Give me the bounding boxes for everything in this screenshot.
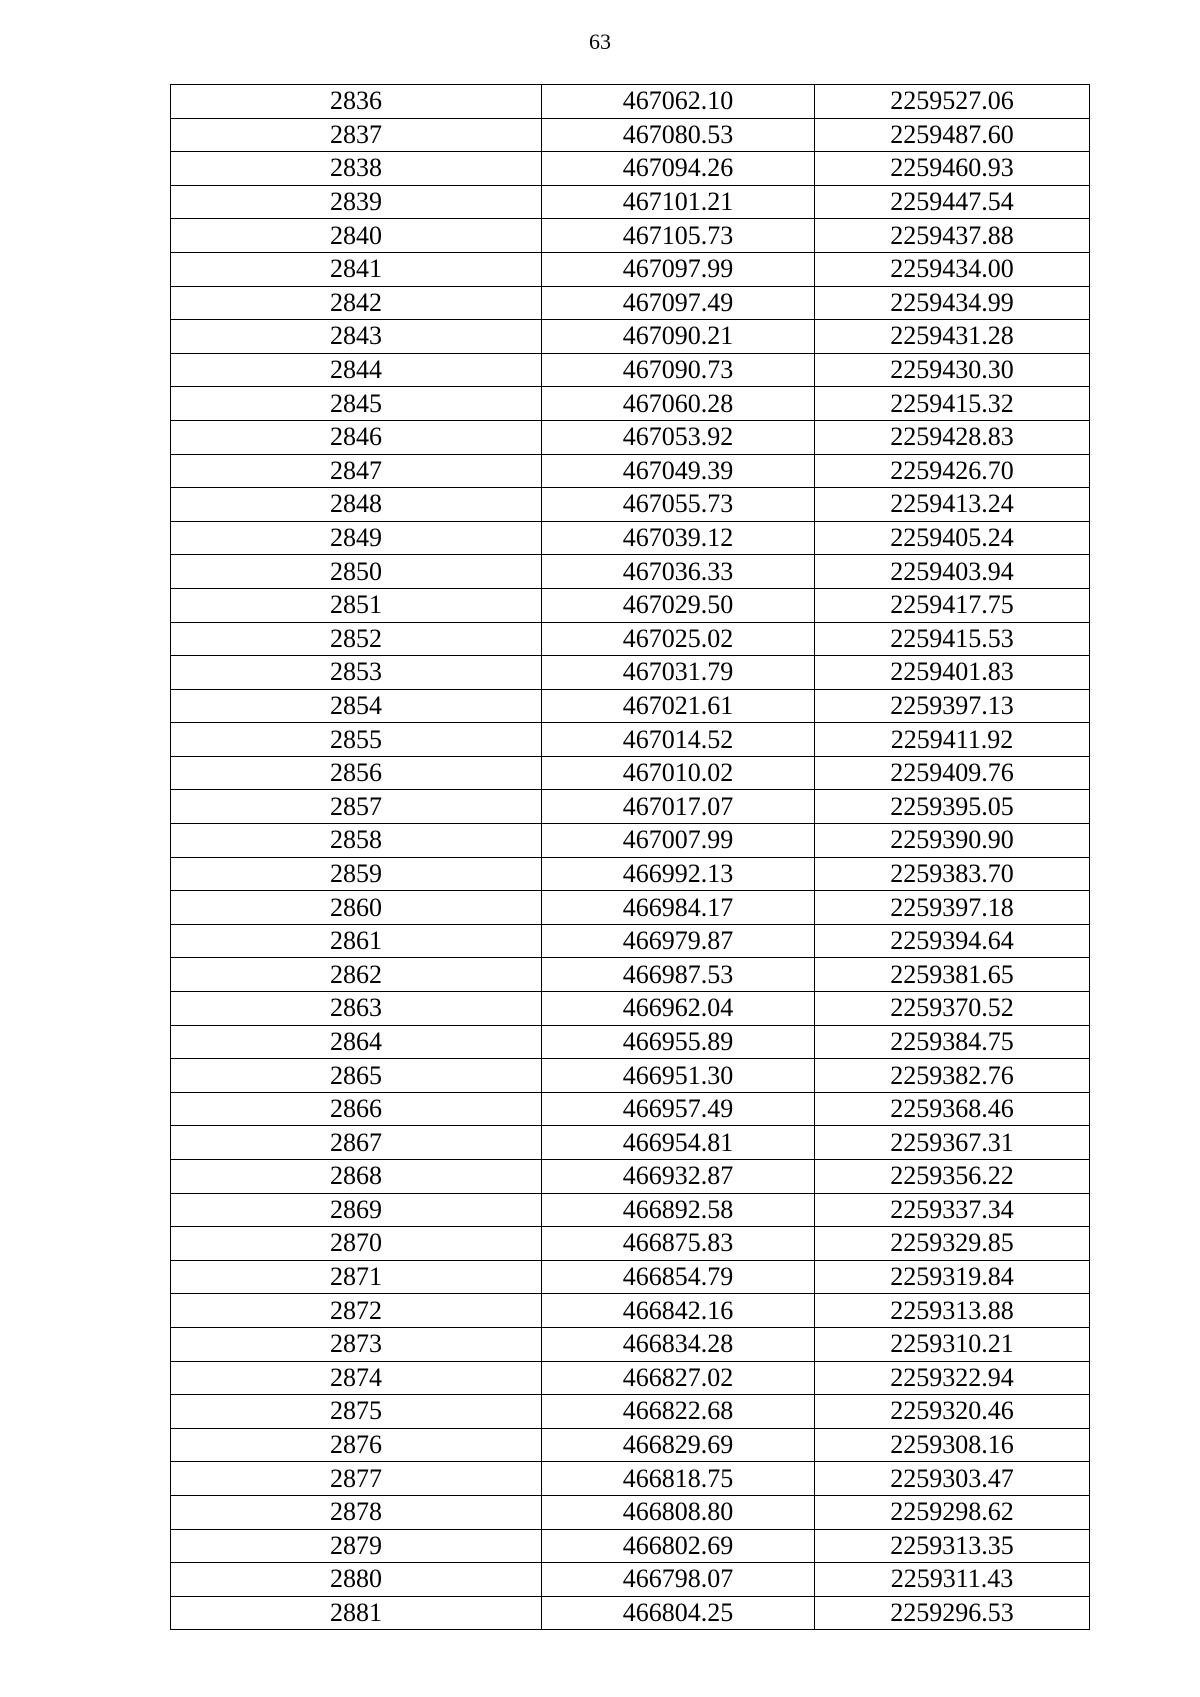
point-number-cell: 2843 [171, 320, 542, 354]
x-coordinate-cell: 467062.10 [542, 85, 815, 119]
table-row [171, 252, 1090, 286]
x-coordinate-cell: 466842.16 [542, 1294, 815, 1328]
y-coordinate-cell: 2259437.88 [815, 219, 1090, 253]
point-number-cell: 2860 [171, 891, 542, 925]
point-number-cell: 2877 [171, 1462, 542, 1496]
table-row [171, 1227, 1090, 1261]
table-row [171, 1495, 1090, 1529]
point-number-cell: 2870 [171, 1227, 542, 1261]
y-coordinate-cell: 2259329.85 [815, 1227, 1090, 1261]
x-coordinate-cell: 466827.02 [542, 1361, 815, 1395]
point-number-cell: 2854 [171, 689, 542, 723]
x-coordinate-cell: 467029.50 [542, 588, 815, 622]
point-number-cell: 2865 [171, 1059, 542, 1093]
table-row [171, 1160, 1090, 1194]
x-coordinate-cell: 467101.21 [542, 185, 815, 219]
point-number-cell: 2847 [171, 454, 542, 488]
y-coordinate-cell: 2259411.92 [815, 723, 1090, 757]
point-number-cell: 2836 [171, 85, 542, 119]
point-number-cell: 2872 [171, 1294, 542, 1328]
y-coordinate-cell: 2259428.83 [815, 420, 1090, 454]
x-coordinate-cell: 466854.79 [542, 1260, 815, 1294]
table-row [171, 488, 1090, 522]
x-coordinate-cell: 467049.39 [542, 454, 815, 488]
table-row [171, 219, 1090, 253]
point-number-cell: 2838 [171, 152, 542, 186]
y-coordinate-cell: 2259401.83 [815, 656, 1090, 690]
y-coordinate-cell: 2259367.31 [815, 1126, 1090, 1160]
y-coordinate-cell: 2259395.05 [815, 790, 1090, 824]
table-row [171, 656, 1090, 690]
table-row [171, 1395, 1090, 1429]
x-coordinate-cell: 467007.99 [542, 824, 815, 858]
table-row [171, 521, 1090, 555]
coordinates-table [170, 84, 1090, 1630]
y-coordinate-cell: 2259313.88 [815, 1294, 1090, 1328]
table-row [171, 622, 1090, 656]
y-coordinate-cell: 2259417.75 [815, 588, 1090, 622]
y-coordinate-cell: 2259434.00 [815, 252, 1090, 286]
y-coordinate-cell: 2259487.60 [815, 118, 1090, 152]
point-number-cell: 2880 [171, 1563, 542, 1597]
table-row [171, 790, 1090, 824]
point-number-cell: 2844 [171, 353, 542, 387]
y-coordinate-cell: 2259405.24 [815, 521, 1090, 555]
table-row [171, 857, 1090, 891]
x-coordinate-cell: 466875.83 [542, 1227, 815, 1261]
x-coordinate-cell: 467097.99 [542, 252, 815, 286]
x-coordinate-cell: 466834.28 [542, 1327, 815, 1361]
y-coordinate-cell: 2259447.54 [815, 185, 1090, 219]
table-row [171, 286, 1090, 320]
x-coordinate-cell: 466954.81 [542, 1126, 815, 1160]
y-coordinate-cell: 2259415.32 [815, 387, 1090, 421]
x-coordinate-cell: 467031.79 [542, 656, 815, 690]
x-coordinate-cell: 466987.53 [542, 958, 815, 992]
x-coordinate-cell: 467090.73 [542, 353, 815, 387]
x-coordinate-cell: 467097.49 [542, 286, 815, 320]
point-number-cell: 2840 [171, 219, 542, 253]
y-coordinate-cell: 2259383.70 [815, 857, 1090, 891]
x-coordinate-cell: 467053.92 [542, 420, 815, 454]
table-row [171, 824, 1090, 858]
y-coordinate-cell: 2259303.47 [815, 1462, 1090, 1496]
x-coordinate-cell: 467025.02 [542, 622, 815, 656]
x-coordinate-cell: 467080.53 [542, 118, 815, 152]
y-coordinate-cell: 2259413.24 [815, 488, 1090, 522]
table-row [171, 1193, 1090, 1227]
point-number-cell: 2881 [171, 1596, 542, 1630]
table-row [171, 1529, 1090, 1563]
point-number-cell: 2842 [171, 286, 542, 320]
point-number-cell: 2851 [171, 588, 542, 622]
x-coordinate-cell: 466829.69 [542, 1428, 815, 1462]
y-coordinate-cell: 2259426.70 [815, 454, 1090, 488]
x-coordinate-cell: 466822.68 [542, 1395, 815, 1429]
point-number-cell: 2850 [171, 555, 542, 589]
x-coordinate-cell: 466992.13 [542, 857, 815, 891]
table-row [171, 1361, 1090, 1395]
table-row [171, 723, 1090, 757]
table-row [171, 387, 1090, 421]
point-number-cell: 2849 [171, 521, 542, 555]
table-row [171, 1327, 1090, 1361]
x-coordinate-cell: 467094.26 [542, 152, 815, 186]
x-coordinate-cell: 467039.12 [542, 521, 815, 555]
y-coordinate-cell: 2259296.53 [815, 1596, 1090, 1630]
x-coordinate-cell: 467017.07 [542, 790, 815, 824]
y-coordinate-cell: 2259308.16 [815, 1428, 1090, 1462]
table-row [171, 420, 1090, 454]
point-number-cell: 2866 [171, 1092, 542, 1126]
x-coordinate-cell: 467090.21 [542, 320, 815, 354]
point-number-cell: 2858 [171, 824, 542, 858]
point-number-cell: 2839 [171, 185, 542, 219]
x-coordinate-cell: 467055.73 [542, 488, 815, 522]
y-coordinate-cell: 2259460.93 [815, 152, 1090, 186]
x-coordinate-cell: 466962.04 [542, 992, 815, 1026]
x-coordinate-cell: 466892.58 [542, 1193, 815, 1227]
y-coordinate-cell: 2259527.06 [815, 85, 1090, 119]
y-coordinate-cell: 2259434.99 [815, 286, 1090, 320]
x-coordinate-cell: 467021.61 [542, 689, 815, 723]
table-row [171, 1260, 1090, 1294]
point-number-cell: 2861 [171, 924, 542, 958]
y-coordinate-cell: 2259382.76 [815, 1059, 1090, 1093]
table-row [171, 454, 1090, 488]
y-coordinate-cell: 2259313.35 [815, 1529, 1090, 1563]
y-coordinate-cell: 2259390.90 [815, 824, 1090, 858]
table-row [171, 992, 1090, 1026]
y-coordinate-cell: 2259431.28 [815, 320, 1090, 354]
point-number-cell: 2863 [171, 992, 542, 1026]
point-number-cell: 2856 [171, 756, 542, 790]
y-coordinate-cell: 2259415.53 [815, 622, 1090, 656]
x-coordinate-cell: 467105.73 [542, 219, 815, 253]
table-row [171, 118, 1090, 152]
point-number-cell: 2845 [171, 387, 542, 421]
page-number: 63 [589, 29, 611, 54]
table-row [171, 1126, 1090, 1160]
x-coordinate-cell: 466818.75 [542, 1462, 815, 1496]
point-number-cell: 2867 [171, 1126, 542, 1160]
y-coordinate-cell: 2259356.22 [815, 1160, 1090, 1194]
point-number-cell: 2855 [171, 723, 542, 757]
y-coordinate-cell: 2259403.94 [815, 555, 1090, 589]
y-coordinate-cell: 2259381.65 [815, 958, 1090, 992]
table-row [171, 1596, 1090, 1630]
y-coordinate-cell: 2259337.34 [815, 1193, 1090, 1227]
point-number-cell: 2873 [171, 1327, 542, 1361]
table-row [171, 924, 1090, 958]
table-row [171, 689, 1090, 723]
table-row [171, 1563, 1090, 1597]
table-body [171, 85, 1090, 1630]
y-coordinate-cell: 2259319.84 [815, 1260, 1090, 1294]
y-coordinate-cell: 2259397.13 [815, 689, 1090, 723]
table-row [171, 555, 1090, 589]
table-row [171, 85, 1090, 119]
point-number-cell: 2859 [171, 857, 542, 891]
x-coordinate-cell: 466957.49 [542, 1092, 815, 1126]
y-coordinate-cell: 2259298.62 [815, 1495, 1090, 1529]
x-coordinate-cell: 466798.07 [542, 1563, 815, 1597]
table-row [171, 1092, 1090, 1126]
x-coordinate-cell: 466802.69 [542, 1529, 815, 1563]
x-coordinate-cell: 467060.28 [542, 387, 815, 421]
point-number-cell: 2876 [171, 1428, 542, 1462]
table-row [171, 185, 1090, 219]
y-coordinate-cell: 2259397.18 [815, 891, 1090, 925]
point-number-cell: 2846 [171, 420, 542, 454]
point-number-cell: 2869 [171, 1193, 542, 1227]
y-coordinate-cell: 2259430.30 [815, 353, 1090, 387]
table-row [171, 891, 1090, 925]
x-coordinate-cell: 467010.02 [542, 756, 815, 790]
table-row [171, 1025, 1090, 1059]
y-coordinate-cell: 2259370.52 [815, 992, 1090, 1026]
x-coordinate-cell: 467036.33 [542, 555, 815, 589]
point-number-cell: 2848 [171, 488, 542, 522]
y-coordinate-cell: 2259394.64 [815, 924, 1090, 958]
table-row [171, 958, 1090, 992]
table-row [171, 1294, 1090, 1328]
point-number-cell: 2864 [171, 1025, 542, 1059]
table-row [171, 320, 1090, 354]
y-coordinate-cell: 2259384.75 [815, 1025, 1090, 1059]
table-row [171, 152, 1090, 186]
x-coordinate-cell: 466979.87 [542, 924, 815, 958]
point-number-cell: 2862 [171, 958, 542, 992]
y-coordinate-cell: 2259409.76 [815, 756, 1090, 790]
x-coordinate-cell: 466932.87 [542, 1160, 815, 1194]
table-row [171, 353, 1090, 387]
y-coordinate-cell: 2259368.46 [815, 1092, 1090, 1126]
y-coordinate-cell: 2259310.21 [815, 1327, 1090, 1361]
point-number-cell: 2837 [171, 118, 542, 152]
x-coordinate-cell: 466808.80 [542, 1495, 815, 1529]
y-coordinate-cell: 2259311.43 [815, 1563, 1090, 1597]
x-coordinate-cell: 466804.25 [542, 1596, 815, 1630]
point-number-cell: 2879 [171, 1529, 542, 1563]
y-coordinate-cell: 2259320.46 [815, 1395, 1090, 1429]
x-coordinate-cell: 466984.17 [542, 891, 815, 925]
point-number-cell: 2857 [171, 790, 542, 824]
point-number-cell: 2874 [171, 1361, 542, 1395]
point-number-cell: 2868 [171, 1160, 542, 1194]
table-row [171, 756, 1090, 790]
x-coordinate-cell: 466955.89 [542, 1025, 815, 1059]
table-row [171, 1059, 1090, 1093]
point-number-cell: 2871 [171, 1260, 542, 1294]
x-coordinate-cell: 467014.52 [542, 723, 815, 757]
point-number-cell: 2841 [171, 252, 542, 286]
point-number-cell: 2875 [171, 1395, 542, 1429]
y-coordinate-cell: 2259322.94 [815, 1361, 1090, 1395]
point-number-cell: 2853 [171, 656, 542, 690]
table-row [171, 588, 1090, 622]
table-row [171, 1428, 1090, 1462]
x-coordinate-cell: 466951.30 [542, 1059, 815, 1093]
point-number-cell: 2878 [171, 1495, 542, 1529]
table-row [171, 1462, 1090, 1496]
point-number-cell: 2852 [171, 622, 542, 656]
